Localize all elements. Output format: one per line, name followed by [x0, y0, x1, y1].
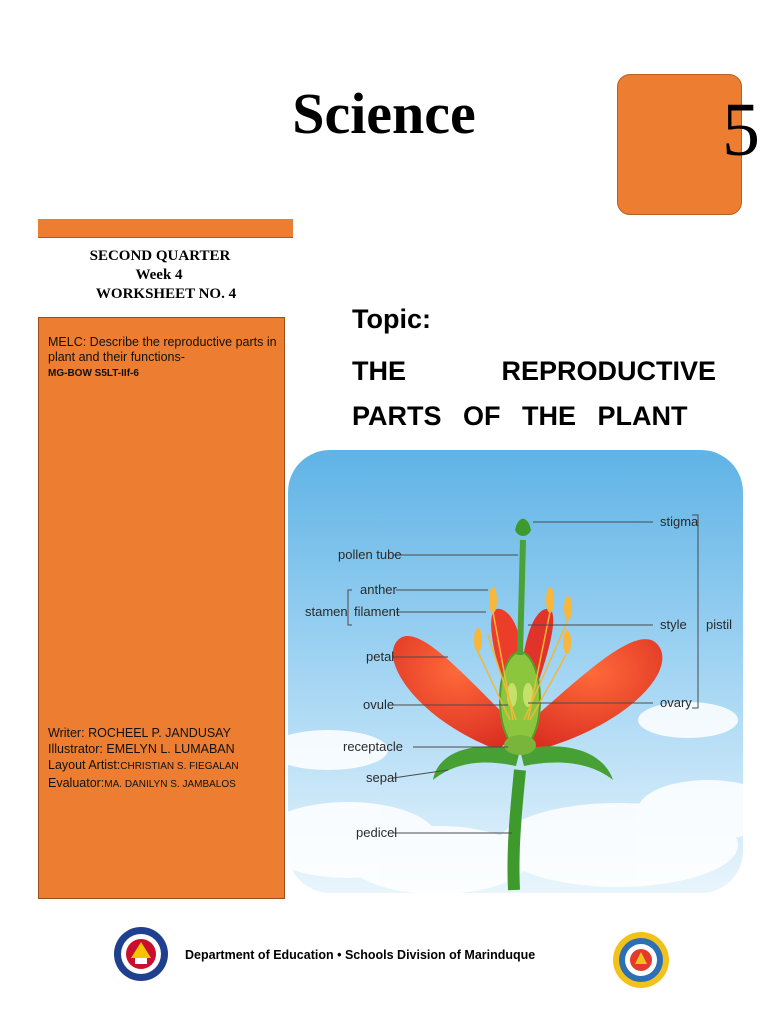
topic-title-line1	[352, 356, 716, 387]
melc-code: MG-BOW S5LT-IIf-6	[48, 368, 139, 379]
pedicel-stem	[513, 770, 520, 890]
deped-seal-icon	[113, 926, 169, 982]
label-petal: petal	[366, 649, 395, 664]
label-receptacle: receptacle	[343, 739, 403, 754]
label-stamen: stamen	[305, 604, 348, 619]
footer-text: Department of Education • Schools Division of Marinduque	[185, 948, 536, 962]
label-pollen-tube: pollen tube	[338, 547, 402, 562]
label-pedicel: pedicel	[356, 825, 398, 840]
label-style: style	[660, 617, 687, 632]
evaluator-name: MA. DANILYN S. JAMBALOS	[104, 779, 236, 790]
label-stigma: stigma	[660, 514, 699, 529]
melc-text: MELC: Describe the reproductive parts in plant and their functions-	[48, 335, 277, 364]
layout-name: CHRISTIAN S. FIEGALAN	[120, 761, 239, 772]
melc-block	[48, 335, 278, 381]
receptacle-shape	[504, 735, 536, 755]
info-panel	[38, 317, 285, 899]
credits-block	[48, 725, 239, 793]
topic-title-line2: PARTS OF THE PLANT	[352, 401, 688, 431]
label-filament: filament	[354, 604, 400, 619]
grade-number: 5	[722, 88, 760, 172]
division-seal-icon	[612, 931, 670, 989]
label-anther: anther	[360, 582, 397, 597]
topic-word-the: THE	[352, 356, 406, 386]
label-pistil: pistil	[706, 617, 733, 632]
evaluator-label: Evaluator:	[48, 776, 105, 790]
label-ovule: ovule	[363, 697, 395, 712]
layout-label: Layout Artist:	[48, 758, 121, 772]
writer-name: ROCHEEL P. JANDUSAY	[88, 726, 231, 740]
topic-label: Topic:	[352, 304, 431, 334]
quarter-label: SECOND QUARTER	[89, 248, 231, 264]
worksheet-header	[38, 247, 298, 304]
ovary-shape	[500, 652, 540, 748]
header-accent-bar	[38, 219, 293, 238]
illustrator-label: Illustrator:	[48, 742, 103, 756]
style-shape	[520, 540, 523, 655]
page-title: Science	[292, 81, 476, 146]
week-label: Week 4	[135, 267, 183, 283]
worksheet-number: WORKSHEET NO. 4	[95, 286, 237, 302]
label-sepal: sepal	[366, 770, 398, 785]
illustrator-name: EMELYN L. LUMABAN	[106, 742, 235, 756]
topic-word-reproductive: REPRODUCTIVE	[501, 356, 716, 386]
flower-diagram	[288, 450, 743, 893]
writer-label: Writer:	[48, 726, 85, 740]
label-ovary: ovary	[660, 695, 692, 710]
